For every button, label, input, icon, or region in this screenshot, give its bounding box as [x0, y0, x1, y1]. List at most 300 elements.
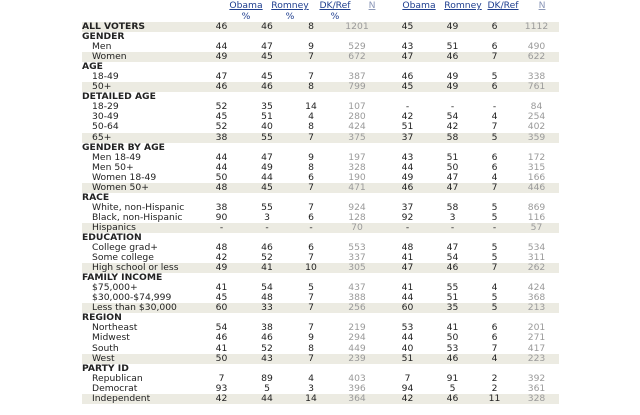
cell-romney: 45: [241, 52, 293, 62]
cell-romney: 55: [446, 283, 459, 294]
cell-obama: 48: [202, 183, 241, 193]
table-row: [82, 394, 559, 404]
table-row: [82, 293, 559, 303]
cell-obama: 46: [215, 333, 228, 344]
cell-obama: [202, 62, 241, 72]
cell-romney: [241, 193, 293, 203]
cell-romney: [430, 313, 475, 323]
cell-romney: 35: [261, 102, 273, 113]
row-label: Women 18-49: [92, 172, 157, 183]
cell-dkref: 9: [308, 333, 314, 344]
cell-romney: 47: [446, 243, 459, 254]
cell-dkref: 5: [475, 303, 514, 313]
cell-dkref: 5: [491, 212, 498, 223]
cell-romney: 52: [261, 253, 273, 264]
cell-n: 364: [329, 394, 385, 404]
cell-n: 219: [348, 323, 366, 334]
cell-romney: [430, 92, 475, 102]
cell-romney: 41: [446, 323, 459, 334]
cell-obama: 37: [385, 133, 430, 143]
cell-dkref: 10: [293, 263, 329, 273]
cell-n: 1201: [329, 22, 385, 32]
cell-n: 403: [348, 373, 366, 384]
cell-obama: [385, 233, 430, 243]
cell-obama: 90: [215, 212, 228, 223]
cell-n: 239: [329, 354, 385, 364]
unit-obama: %: [241, 11, 251, 22]
cell-dkref: 4: [491, 112, 498, 123]
cell-obama: [385, 143, 430, 153]
cell-obama: [385, 32, 430, 42]
cell-n: 1112: [514, 22, 559, 32]
cell-romney: 40: [261, 122, 273, 133]
cell-obama: 45: [385, 82, 430, 92]
cell-n: 311: [527, 253, 546, 264]
cell-romney: 89: [261, 373, 273, 384]
table-row: [82, 333, 559, 343]
cell-n: [329, 92, 385, 102]
cell-romney: -: [450, 102, 455, 113]
cell-dkref: 4: [308, 373, 314, 384]
table-row: [82, 303, 559, 313]
cell-obama: 44: [215, 162, 228, 173]
section-label: RACE: [82, 192, 110, 203]
cell-romney: 50: [446, 162, 459, 173]
cell-romney: 48: [261, 293, 273, 304]
cell-n: 529: [348, 42, 366, 53]
cell-obama: 42: [215, 253, 228, 264]
cell-obama: [385, 364, 430, 374]
cell-obama: 45: [385, 22, 430, 32]
section-label: FAMILY INCOME: [82, 273, 163, 284]
row-label: Men: [92, 42, 112, 53]
cell-obama: 41: [401, 253, 414, 264]
cell-obama: 54: [215, 323, 228, 334]
cell-dkref: 4: [475, 354, 514, 364]
cell-obama: 42: [385, 394, 430, 404]
cell-n: 254: [527, 112, 546, 123]
cell-dkref: 6: [475, 82, 514, 92]
cell-romney: [430, 143, 475, 153]
cell-romney: 46: [430, 263, 475, 273]
cell-n: 190: [348, 172, 366, 183]
cell-romney: 3: [264, 212, 270, 223]
row-label: 65+: [82, 133, 202, 143]
cell-n: [514, 313, 559, 323]
cell-n: 280: [348, 112, 366, 123]
cell-n: 361: [527, 383, 546, 394]
cell-dkref: 8: [308, 343, 314, 354]
cell-n: [514, 364, 559, 374]
cell-obama: 41: [215, 283, 228, 294]
table-row: [82, 253, 559, 263]
cell-obama: 7: [404, 373, 411, 384]
table-row: [82, 82, 559, 92]
cell-dkref: 14: [293, 394, 329, 404]
cell-n: 417: [527, 343, 546, 354]
row-label: $30,000-$74,999: [92, 293, 172, 304]
cell-obama: [202, 273, 241, 283]
cell-n: [514, 143, 559, 153]
cell-n: 375: [329, 133, 385, 143]
section-label: GENDER BY AGE: [82, 142, 165, 153]
cell-n: 869: [527, 202, 546, 213]
table-row: [82, 42, 559, 52]
cell-dkref: 8: [293, 22, 329, 32]
cell-obama: -: [385, 223, 430, 233]
cell-dkref: 6: [475, 22, 514, 32]
cell-dkref: 6: [308, 243, 314, 254]
cell-dkref: [475, 143, 514, 153]
section-row: [82, 233, 559, 243]
table-row: [82, 283, 559, 293]
cell-romney: 46: [261, 333, 273, 344]
cell-dkref: 6: [491, 42, 498, 53]
cell-romney: 42: [446, 122, 459, 133]
cell-romney: 58: [430, 133, 475, 143]
cell-dkref: 7: [475, 52, 514, 62]
cell-n: [329, 143, 385, 153]
row-label: Black, non-Hispanic: [92, 212, 183, 223]
cell-romney: [241, 92, 293, 102]
section-label: DETAILED AGE: [82, 92, 156, 103]
cell-obama: 44: [215, 42, 228, 53]
col-romney-2: Romney: [444, 0, 482, 11]
cell-romney: 52: [261, 343, 273, 354]
table-body: [82, 22, 559, 404]
cell-obama: 44: [215, 152, 228, 163]
cell-romney: 51: [446, 42, 459, 53]
cell-obama: 7: [218, 373, 225, 384]
cell-dkref: 6: [491, 323, 498, 334]
cell-dkref: -: [492, 102, 497, 113]
cell-romney: 50: [446, 333, 459, 344]
cell-dkref: 8: [308, 162, 314, 173]
cell-n: [329, 62, 385, 72]
col-romney-1: Romney: [271, 0, 309, 11]
col-dkref-1: DK/Ref: [319, 0, 351, 11]
cell-romney: 3: [449, 212, 456, 223]
cell-dkref: 7: [308, 253, 314, 264]
cell-n: 359: [514, 133, 559, 143]
cell-n: 424: [527, 283, 546, 294]
cell-dkref: [475, 233, 514, 243]
cell-obama: [385, 62, 430, 72]
section-row: [82, 313, 559, 323]
cell-romney: -: [241, 223, 293, 233]
cell-n: 172: [527, 152, 546, 163]
section-label: AGE: [82, 62, 103, 73]
cell-obama: [202, 32, 241, 42]
results-table: [82, 22, 559, 404]
cell-romney: 49: [430, 82, 475, 92]
row-label: Republican: [92, 373, 143, 384]
cell-obama: 50: [202, 354, 241, 364]
cell-dkref: 2: [491, 373, 498, 384]
cell-dkref: -: [475, 223, 514, 233]
cell-n: 924: [348, 202, 366, 213]
cell-n: 799: [329, 82, 385, 92]
cell-romney: 58: [446, 202, 459, 213]
cell-romney: 44: [261, 172, 273, 183]
cell-obama: 38: [215, 202, 228, 213]
cell-dkref: 2: [491, 383, 498, 394]
cell-dkref: [293, 193, 329, 203]
row-label: Hispanics: [82, 223, 202, 233]
cell-dkref: 6: [491, 152, 498, 163]
cell-n: 392: [527, 373, 546, 384]
cell-obama: [202, 364, 241, 374]
cell-romney: 53: [446, 343, 459, 354]
cell-obama: 46: [401, 72, 414, 83]
row-label: $75,000+: [92, 283, 138, 294]
cell-n: 424: [348, 122, 366, 133]
table-row: [82, 384, 559, 394]
cell-dkref: 7: [475, 263, 514, 273]
cell-romney: 38: [261, 323, 273, 334]
cell-obama: [202, 92, 241, 102]
cell-romney: [430, 273, 475, 283]
cell-romney: [430, 193, 475, 203]
row-label: Democrat: [92, 383, 138, 394]
cell-n: 672: [329, 52, 385, 62]
cell-romney: [430, 233, 475, 243]
cell-n: 449: [348, 343, 366, 354]
row-label: West: [82, 354, 202, 364]
cell-dkref: 14: [305, 102, 317, 113]
cell-n: 116: [527, 212, 546, 223]
cell-dkref: 7: [491, 122, 498, 133]
table-row: [82, 183, 559, 193]
cell-dkref: 7: [491, 343, 498, 354]
cell-n: [329, 193, 385, 203]
cell-n: [329, 233, 385, 243]
cell-n: 262: [514, 263, 559, 273]
cell-obama: 93: [215, 383, 228, 394]
cell-romney: 47: [446, 172, 459, 183]
col-obama-1: Obama: [229, 0, 263, 11]
cell-obama: -: [405, 102, 410, 113]
cell-dkref: -: [293, 223, 329, 233]
cell-romney: 49: [430, 22, 475, 32]
cell-obama: 52: [215, 102, 228, 113]
cell-romney: [430, 32, 475, 42]
cell-n: 402: [527, 122, 546, 133]
cell-obama: [385, 273, 430, 283]
cell-n: 534: [527, 243, 546, 254]
cell-n: 337: [348, 253, 366, 264]
cell-dkref: [293, 273, 329, 283]
table-row: [82, 72, 559, 82]
cell-n: 328: [514, 394, 559, 404]
cell-romney: 54: [261, 283, 273, 294]
section-row: [82, 92, 559, 102]
cell-n: [329, 313, 385, 323]
cell-obama: 40: [401, 343, 414, 354]
cell-n: [329, 32, 385, 42]
cell-dkref: 5: [491, 72, 498, 83]
cell-n: [514, 233, 559, 243]
row-label: Men 18-49: [92, 152, 142, 163]
cell-obama: 44: [401, 333, 414, 344]
cell-n: 368: [527, 293, 546, 304]
col-n-2-link[interactable]: N: [538, 0, 546, 11]
table-row: [82, 112, 559, 122]
cell-n: [514, 193, 559, 203]
cell-n: 256: [329, 303, 385, 313]
cell-romney: 54: [446, 112, 459, 123]
row-label: Women 50+: [82, 183, 202, 193]
cell-dkref: 7: [308, 323, 314, 334]
cell-dkref: 11: [475, 394, 514, 404]
cell-dkref: [475, 364, 514, 374]
cell-dkref: [475, 92, 514, 102]
row-label: White, non-Hispanic: [92, 202, 185, 213]
cell-dkref: 9: [308, 42, 314, 53]
table-row: [82, 102, 559, 112]
row-label: Independent: [82, 394, 202, 404]
cell-romney: 51: [446, 152, 459, 163]
column-header: [0, 1, 640, 23]
row-label: South: [92, 343, 119, 354]
cell-obama: 47: [385, 263, 430, 273]
cell-dkref: 7: [293, 303, 329, 313]
section-label: GENDER: [82, 32, 125, 43]
cell-dkref: 7: [475, 183, 514, 193]
section-label: REGION: [82, 313, 122, 324]
cell-obama: 44: [401, 293, 414, 304]
cell-n: 223: [514, 354, 559, 364]
cell-n: 328: [348, 162, 366, 173]
cell-obama: [202, 233, 241, 243]
row-label: 50+: [82, 82, 202, 92]
cell-n: 128: [348, 212, 366, 223]
cell-dkref: [293, 143, 329, 153]
cell-dkref: 5: [475, 133, 514, 143]
cell-n: 387: [348, 72, 366, 83]
cell-obama: -: [202, 223, 241, 233]
cell-romney: 47: [261, 152, 273, 163]
cell-n: 271: [527, 333, 546, 344]
cell-obama: 50: [215, 172, 228, 183]
cell-dkref: 4: [491, 172, 498, 183]
table-row: [82, 213, 559, 223]
cell-romney: [430, 62, 475, 72]
unit-romney: %: [285, 11, 295, 22]
table-row: [82, 203, 559, 213]
cell-romney: 46: [261, 243, 273, 254]
col-dkref-2: DK/Ref: [487, 0, 519, 11]
cell-romney: 45: [261, 72, 273, 83]
cell-dkref: [293, 313, 329, 323]
cell-dkref: 9: [308, 152, 314, 163]
cell-n: 166: [527, 172, 546, 183]
cell-dkref: 7: [293, 52, 329, 62]
cell-n: 761: [514, 82, 559, 92]
cell-obama: 41: [401, 283, 414, 294]
cell-n: 201: [527, 323, 546, 334]
section-row: [82, 193, 559, 203]
cell-dkref: 8: [293, 82, 329, 92]
cell-dkref: 7: [308, 202, 314, 213]
cell-romney: 91: [446, 373, 459, 384]
cell-romney: 41: [241, 263, 293, 273]
table-row: [82, 354, 559, 364]
cell-romney: [241, 143, 293, 153]
row-label: Men 50+: [92, 162, 134, 173]
cell-dkref: 6: [491, 162, 498, 173]
cell-dkref: [475, 62, 514, 72]
cell-dkref: 7: [293, 354, 329, 364]
cell-n: 305: [329, 263, 385, 273]
cell-dkref: 4: [491, 283, 498, 294]
cell-dkref: 6: [308, 212, 314, 223]
table-row: [82, 374, 559, 384]
cell-dkref: [293, 92, 329, 102]
cell-obama: [202, 313, 241, 323]
cell-dkref: 7: [293, 133, 329, 143]
cell-romney: 45: [241, 183, 293, 193]
cell-obama: 41: [215, 343, 228, 354]
cell-n: [514, 62, 559, 72]
table-row: [82, 344, 559, 354]
cell-n: [514, 32, 559, 42]
cell-obama: 37: [401, 202, 414, 213]
section-label: EDUCATION: [82, 232, 142, 243]
cell-romney: 49: [446, 72, 459, 83]
cell-dkref: [475, 313, 514, 323]
cell-n: 107: [348, 102, 366, 113]
section-label: ALL VOTERS: [82, 22, 202, 32]
cell-romney: [241, 62, 293, 72]
cell-romney: 55: [241, 133, 293, 143]
cell-dkref: 8: [308, 122, 314, 133]
cell-n: 57: [514, 223, 559, 233]
table-row: [82, 263, 559, 273]
cell-dkref: 7: [308, 72, 314, 83]
cell-romney: [241, 364, 293, 374]
section-label: PARTY ID: [82, 363, 129, 374]
cell-n: [514, 273, 559, 283]
cell-obama: 52: [215, 122, 228, 133]
table-row: [82, 52, 559, 62]
cell-romney: 51: [446, 293, 459, 304]
table-row: [82, 223, 559, 233]
cell-obama: 45: [215, 112, 228, 123]
cell-obama: [385, 313, 430, 323]
cell-n: 553: [348, 243, 366, 254]
row-label: Northeast: [92, 323, 138, 334]
col-n-1-link[interactable]: N: [368, 0, 376, 11]
cell-obama: 51: [385, 354, 430, 364]
table-row: [82, 153, 559, 163]
cell-n: [329, 273, 385, 283]
cell-obama: 42: [401, 112, 414, 123]
cell-obama: [202, 143, 241, 153]
row-label: Some college: [92, 253, 154, 264]
cell-dkref: [293, 364, 329, 374]
col-obama-2: Obama: [402, 0, 436, 11]
cell-n: 84: [530, 102, 543, 113]
cell-romney: [430, 364, 475, 374]
cell-romney: 49: [261, 162, 273, 173]
section-row: [82, 62, 559, 72]
table-row: [82, 133, 559, 143]
cell-n: 490: [527, 42, 546, 53]
cell-obama: 49: [401, 172, 414, 183]
section-row: [82, 273, 559, 283]
cell-romney: [241, 273, 293, 283]
